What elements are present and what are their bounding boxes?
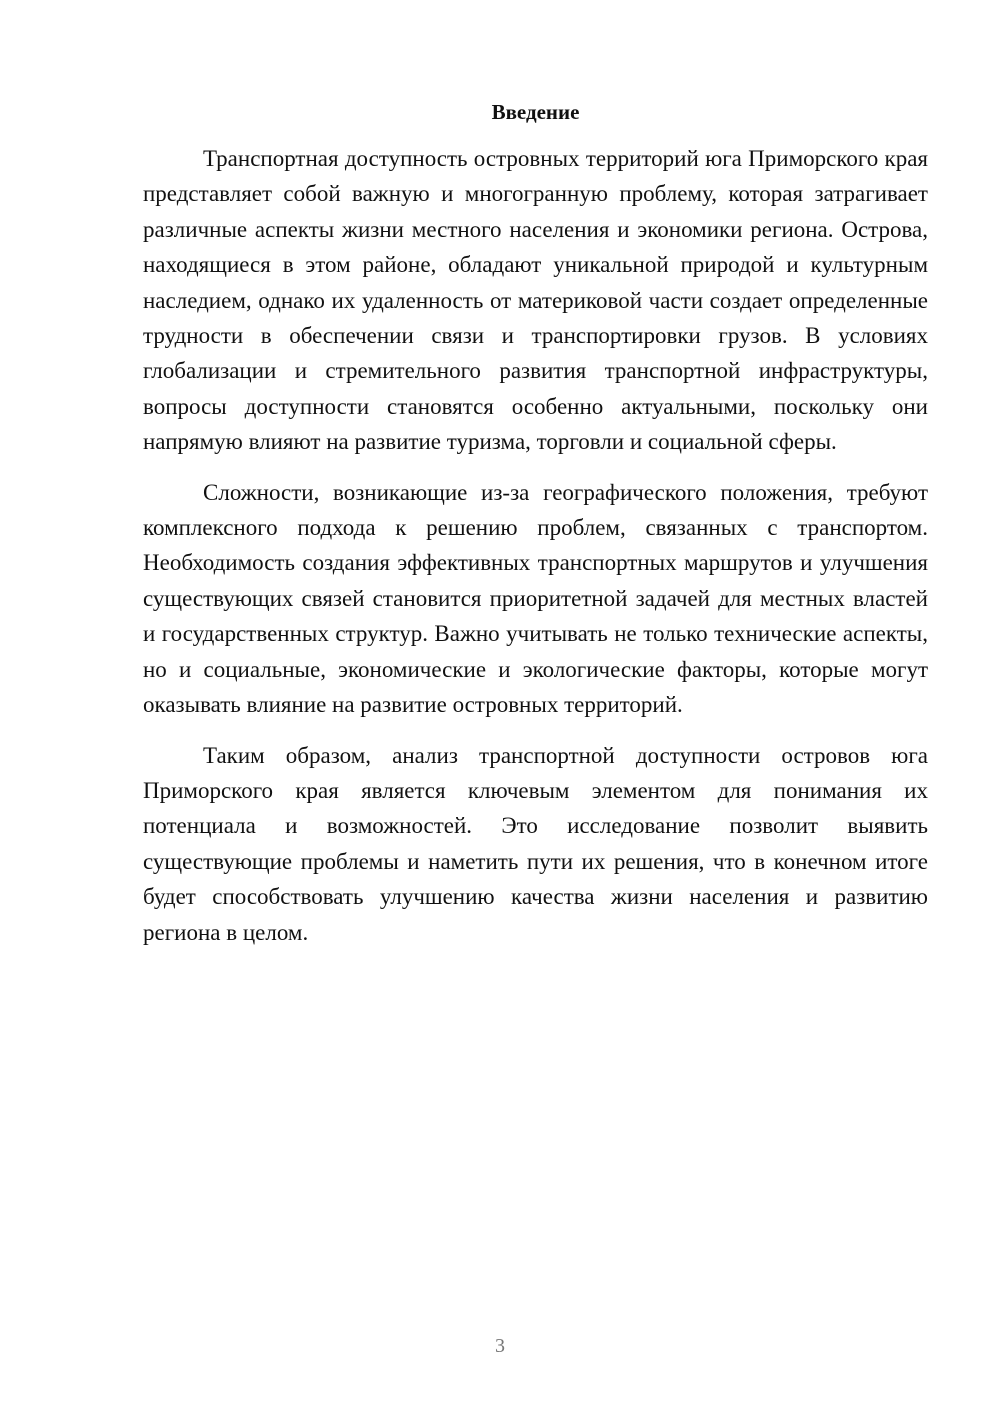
page-number: 3 — [495, 1335, 505, 1357]
body-text — [143, 141, 928, 965]
paragraph-1: Транспортная доступность островных территорий юга Приморского края представляет собой важную и многогранную проблему, которая затрагивает различные аспекты жизни местного населения и экономики региона. Острова, находящиеся в этом районе, обладают уникальной природой и культурным наследием, однако их удаленность от материковой части создает определенные трудности в обеспечении связи и транспортировки грузов. В условиях глобализации и стремительного развития транспортной инфраструктуры, вопросы доступности становятся особенно актуальными, поскольку они напрямую влияют на развитие туризма, торговли и социальной сферы. — [143, 146, 928, 455]
section-heading: Введение — [491, 100, 580, 124]
paragraph-3: Таким образом, анализ транспортной доступности островов юга Приморского края является ключевым элементом для понимания их потенциала и возможностей. Это исследование позволит выявить существующие проблемы и наметить пути их решения, что в конечном итоге будет способствовать улучшению качества жизни населения и развитию региона в целом. — [143, 742, 928, 945]
paragraph-2: Сложности, возникающие из-за географического положения, требуют комплексного подхода к решению проблем, связанных с транспортом. Необходимость создания эффективных транспортных маршрутов и улучшения существующих связей становится приоритетной задачей для местных властей и государственных структур. Важно учитывать не только технические аспекты, но и социальные, экономические и экологические факторы, которые могут оказывать влияние на развитие островных территорий. — [143, 479, 928, 718]
